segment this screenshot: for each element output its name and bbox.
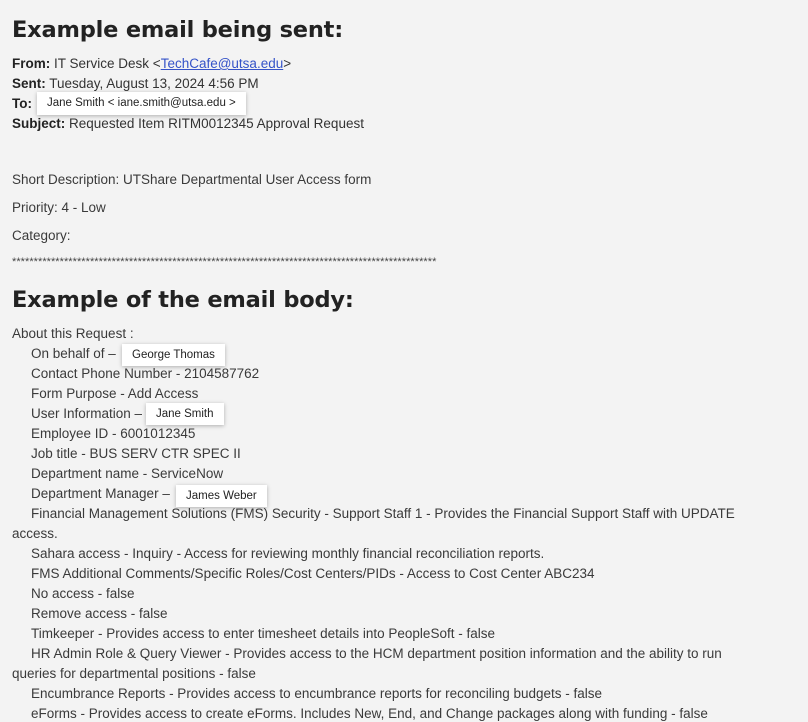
email-body-heading: Example of the email body: bbox=[12, 287, 354, 313]
remove-access: Remove access - false bbox=[31, 606, 168, 621]
subject-line bbox=[12, 116, 364, 131]
from-close: > bbox=[283, 56, 292, 71]
priority: Priority: 4 - Low bbox=[12, 200, 106, 215]
eforms: eForms - Provides access to create eForms. Includes New, End, and Change packages along with funding - false bbox=[31, 706, 708, 721]
department-manager-label: Department Manager – bbox=[31, 486, 170, 501]
short-description: Short Description: UTShare Departmental User Access form bbox=[12, 172, 372, 187]
department-manager-chip: James Weber bbox=[176, 485, 267, 507]
sent-label: Sent: bbox=[12, 76, 46, 91]
to-line bbox=[12, 96, 32, 111]
no-access: No access - false bbox=[31, 586, 135, 601]
sent-line bbox=[12, 76, 259, 91]
sahara-access: Sahara access - Inquiry - Access for reviewing monthly financial reconciliation reports. bbox=[31, 546, 545, 561]
department-name: Department name - ServiceNow bbox=[31, 466, 224, 481]
on-behalf-label: On behalf of – bbox=[31, 346, 116, 361]
contact-phone: Contact Phone Number - 2104587762 bbox=[31, 366, 260, 381]
from-line bbox=[12, 56, 291, 71]
encumbrance-reports: Encumbrance Reports - Provides access to encumbrance reports for reconciling budgets - false bbox=[31, 686, 603, 701]
to-label: To: bbox=[12, 96, 32, 111]
from-label: From: bbox=[12, 56, 51, 71]
on-behalf-chip: George Thomas bbox=[122, 344, 225, 366]
subject-value: Requested Item RITM0012345 Approval Request bbox=[69, 116, 364, 131]
hr-admin-line1: HR Admin Role & Query Viewer - Provides access to the HCM department position information and the ability to run bbox=[31, 646, 722, 661]
category: Category: bbox=[12, 228, 71, 243]
separator-stars: ************************************************************************************************** bbox=[12, 256, 437, 268]
subject-label: Subject: bbox=[12, 116, 66, 131]
sent-value: Tuesday, August 13, 2024 4:56 PM bbox=[49, 76, 259, 91]
to-recipient-chip: Jane Smith < iane.smith@utsa.edu > bbox=[37, 92, 246, 115]
timekeeper: Timkeeper - Provides access to enter timesheet details into PeopleSoft - false bbox=[31, 626, 495, 641]
job-title: Job title - BUS SERV CTR SPEC II bbox=[31, 446, 241, 461]
sent-email-heading: Example email being sent: bbox=[12, 17, 344, 43]
fms-additional: FMS Additional Comments/Specific Roles/Cost Centers/PIDs - Access to Cost Center ABC234 bbox=[31, 566, 595, 581]
user-info-chip: Jane Smith bbox=[146, 403, 224, 425]
form-purpose: Form Purpose - Add Access bbox=[31, 386, 199, 401]
from-email-link[interactable]: TechCafe@utsa.edu bbox=[160, 56, 284, 71]
hr-admin-line2: queries for departmental positions - false bbox=[12, 666, 256, 681]
fms-security-line1: Financial Management Solutions (FMS) Security - Support Staff 1 - Provides the Financial Support Staff with UPDATE bbox=[31, 506, 735, 521]
from-name: IT Service Desk < bbox=[54, 56, 161, 71]
user-info-label: User Information – bbox=[31, 406, 143, 421]
about-request: About this Request : bbox=[12, 326, 134, 341]
employee-id: Employee ID - 6001012345 bbox=[31, 426, 196, 441]
fms-security-line2: access. bbox=[12, 526, 58, 541]
